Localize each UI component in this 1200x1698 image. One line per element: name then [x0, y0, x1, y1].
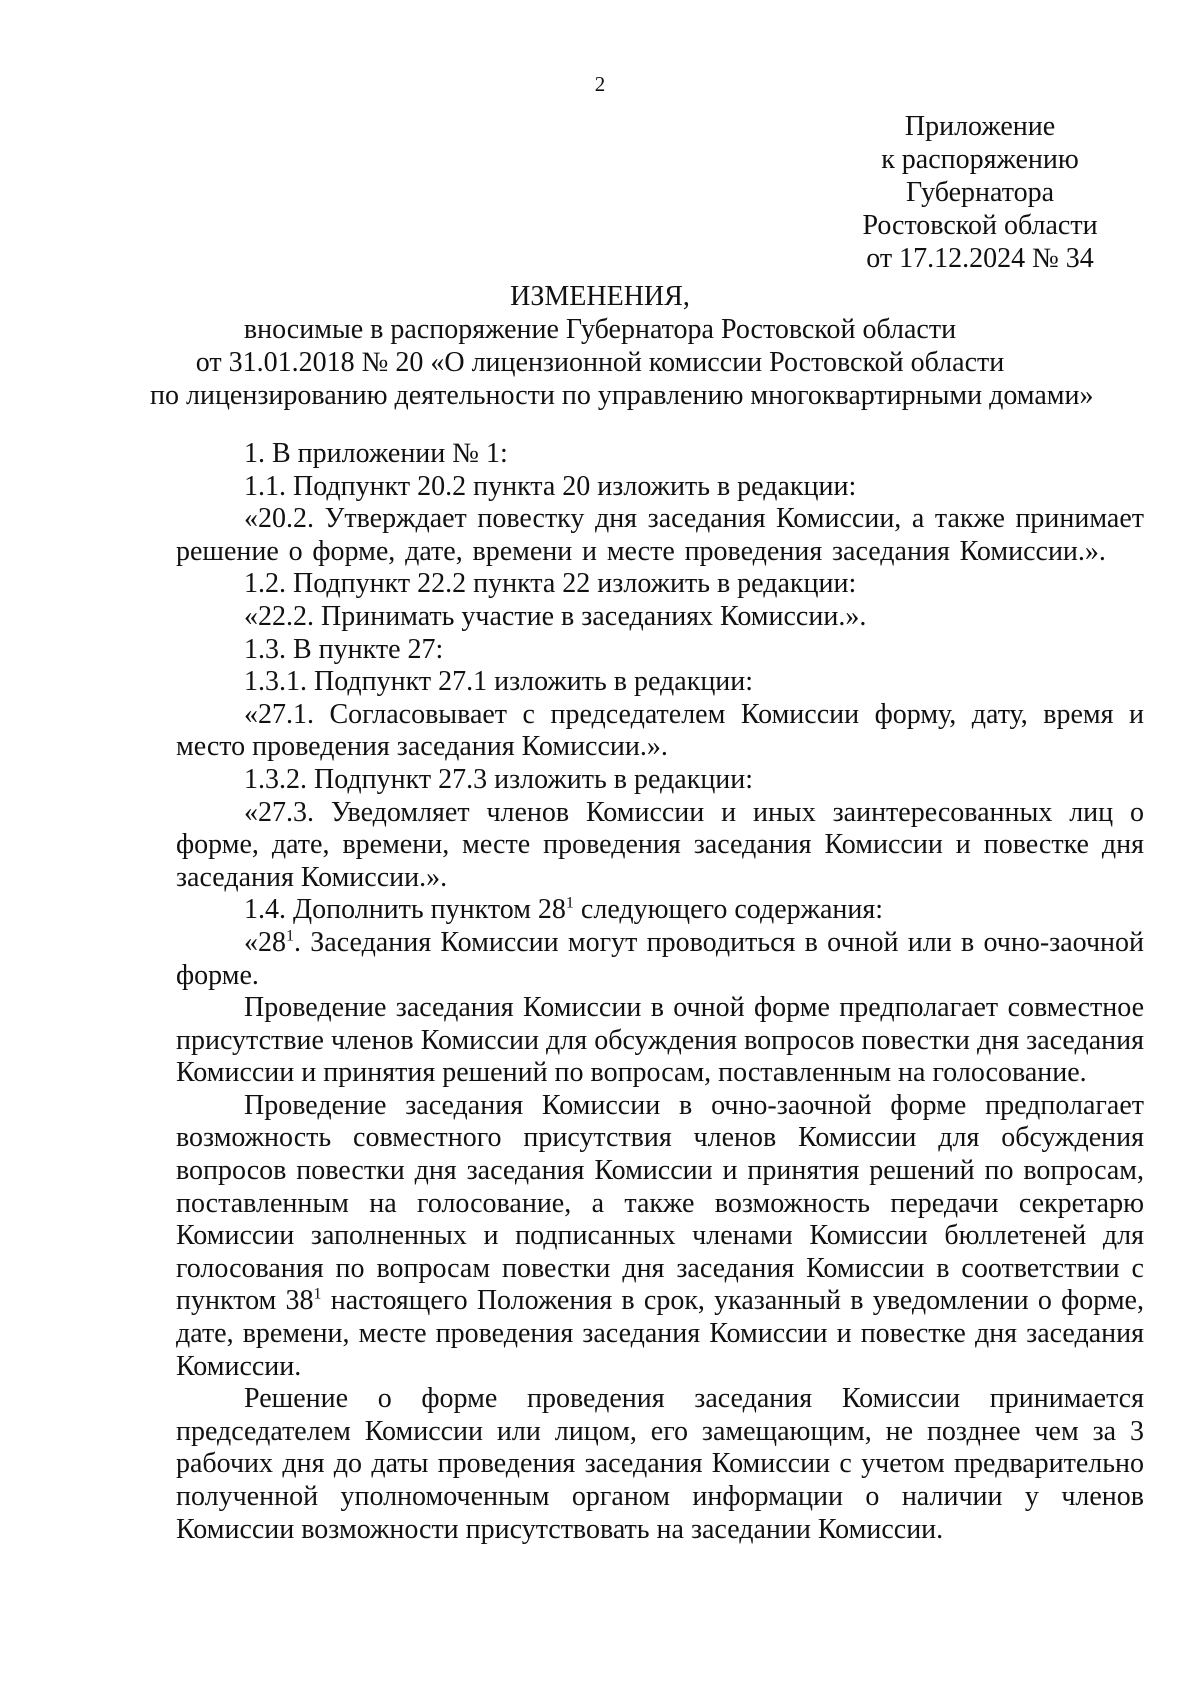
paragraph: [176, 927, 1144, 992]
paragraph: Проведение заседания Комиссии в очной форме предполагает совместное присутствие членов Комиссии для обсуждения вопросов повестки дня заседания Комиссии и принятия решений по вопросам, поставленным на голосование.: [176, 992, 1144, 1089]
paragraph-text: настоящего Положения в срок, указанный в уведомлении о форме, дате, времени, месте проведения заседания Комиссии и повестке дня заседания Комиссии.: [176, 1285, 1144, 1382]
superscript: 1: [565, 894, 574, 912]
paragraph: 1.3.2. Подпункт 27.3 изложить в редакции:: [244, 763, 754, 795]
document-body: [176, 438, 1144, 1546]
appendix-line: Губернатора: [905, 177, 1055, 208]
paragraph: [176, 894, 1144, 927]
document-title: ИЗМЕНЕНИЯ,: [510, 281, 690, 312]
paragraph-text: следующего содержания:: [573, 894, 884, 926]
paragraph: «27.3. Уведомляет членов Комиссии и иных заинтересованных лиц о форме, дате, времени, месте проведения заседания Комиссии и повестке дня заседания Комиссии.».: [176, 796, 1144, 893]
subtitle-line: по лицензированию деятельности по управлению многоквартирными домами»: [150, 380, 1094, 411]
paragraph: «22.2. Принимать участие в заседаниях Комиссии.».: [244, 600, 867, 632]
appendix-line: к распоряжению: [881, 144, 1079, 175]
superscript: 1: [286, 927, 294, 945]
paragraph: 1.3. В пункте 27:: [244, 633, 444, 665]
paragraph: 1.3.1. Подпункт 27.1 изложить в редакции:: [244, 666, 754, 698]
paragraph: 1.1. Подпункт 20.2 пункта 20 изложить в редакции:: [244, 470, 857, 502]
paragraph-text: «28: [244, 926, 286, 958]
paragraph: «27.1. Согласовывает с председателем Комиссии форму, дату, время и место проведения заседания Комиссии.».: [176, 698, 1144, 763]
paragraph: 1.2. Подпункт 22.2 пункта 22 изложить в редакции:: [244, 568, 857, 600]
appendix-block: [830, 110, 1130, 275]
page-number: 2: [594, 72, 606, 96]
superscript: 1: [313, 1286, 322, 1304]
paragraph-text: Проведение заседания Комиссии в очно-заочной форме предполагает возможность совместного присутствия членов Комиссии для обсуждения вопросов повестки дня заседания Комиссии и принятия решений по вопросам, поставленным на голосование, а также возможность передачи секретарю Комиссии заполненных и подписанных членами Комиссии бюллетеней для голосования по вопросам повестки дня заседания Комиссии в соответствии с пунктом 38: [176, 1089, 1144, 1317]
paragraph-text: . Заседания Комиссии могут проводиться в очной или в очно-заочной форме.: [176, 926, 1144, 991]
appendix-line: Приложение: [904, 111, 1056, 142]
paragraph-text: 1.4. Дополнить пунктом 28: [244, 894, 566, 926]
appendix-line: от 17.12.2024 № 34: [866, 243, 1094, 274]
subtitle-line: вносимые в распоряжение Губернатора Ростовской области: [243, 314, 957, 345]
paragraph: Решение о форме проведения заседания Комиссии принимается председателем Комиссии или лицом, его замещающим, не позднее чем за 3 рабочих дня до даты проведения заседания Комиссии с учетом предварительно полученной уполномоченным органом информации о наличии у членов Комиссии возможности присутствовать на заседании Комиссии.: [176, 1383, 1144, 1545]
subtitle-line: от 31.01.2018 № 20 «О лицензионной комиссии Ростовской области: [195, 347, 1005, 378]
paragraph: [176, 1090, 1144, 1383]
appendix-line: Ростовской области: [862, 210, 1098, 241]
document-subtitle: [150, 313, 1094, 412]
paragraph: 1. В приложении № 1:: [244, 438, 508, 469]
paragraph: «20.2. Утверждает повестку дня заседания Комиссии, а также принимает решение о форме, дате, времени и месте проведения заседания Комиссии.».: [176, 503, 1144, 567]
